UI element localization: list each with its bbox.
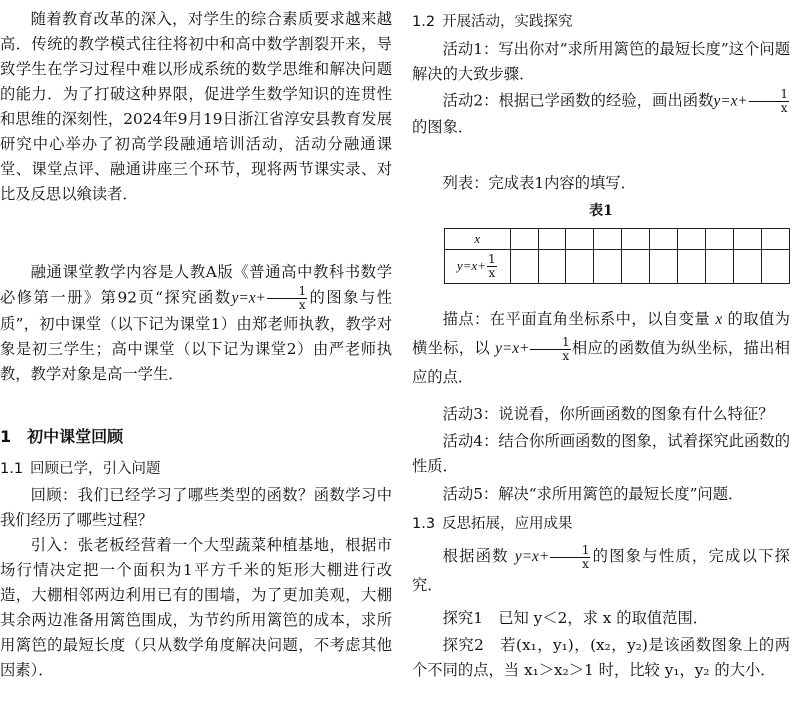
function-lhs: y=x+ xyxy=(713,92,748,110)
course-text-b: 的图象与性质”，初中课堂（以下记为课堂1）由郑老师执教，教学对象是初三学生；高中课堂（以下记为课堂2）由严老师执教，教学对象是高一学生． xyxy=(0,288,392,383)
plot-text-b: 的取值为横坐标，以 xyxy=(412,310,790,357)
intro-paragraph: 随着教育改革的深入，对学生的综合素质要求越来越高．传统的教学模式往往将初中和高中数学割裂开来，导致学生在学习过程中难以形成系统的数学思维和解决问题的能力．为了打破这种界限，促进学生数学知识的连贯性和思维的深刻性，2024年9月19日浙江省淳安县教育发展研究中心举办了初高学段融通培训活动，活动分融通课堂、课堂点评、融通讲座三个环节，现将两节课实录、对比及反思以飨读者． xyxy=(0,10,392,203)
activity-2-text-b: 的图象． xyxy=(412,118,474,136)
table-cell xyxy=(566,250,594,284)
activity-1: 活动1：写出你对“求所用篱笆的最短长度”这个问题解决的大致步骤． xyxy=(412,40,790,83)
fraction-denominator: x xyxy=(298,298,306,312)
fraction xyxy=(749,88,789,115)
table-header-y: y=x+ $\frac{1}{x}$ xyxy=(445,250,511,284)
section-1-heading: 1 初中课堂回顾 xyxy=(0,427,124,446)
table-row xyxy=(445,250,790,284)
activity-4: 活动4：结合你所画函数的图象，试着探究此函数的性质． xyxy=(412,432,790,475)
fraction: $\frac{1}{x}$ xyxy=(488,252,496,280)
table-cell xyxy=(734,229,762,250)
explore-2: 探究2 若(x₁，y₁)，(x₂，y₂)是该函数图象上的两个不同的点，当 x₁＞x₂＞1 时，比较 y₁，y₂ 的大小． xyxy=(412,636,790,679)
table-row xyxy=(445,229,790,250)
activity-5: 活动5：解决“求所用篱笆的最短长度”问题． xyxy=(442,485,744,503)
subsection-title: 回顾已学，引入问题 xyxy=(30,461,161,477)
subsection-number: 1.3 xyxy=(412,516,436,532)
table-caption: 表1 xyxy=(589,203,613,219)
table-cell xyxy=(622,250,650,284)
course-text-a: 融通课堂教学内容是人教A版《普通高中教科书数学必修第一册》第92页“探究函数 xyxy=(0,263,392,307)
subsection-title: 开展活动，实践探究 xyxy=(442,14,573,30)
fraction-denominator: x xyxy=(582,556,589,571)
table-cell xyxy=(734,250,762,284)
fraction xyxy=(267,285,307,312)
table-header-x: x xyxy=(445,229,511,250)
table-cell xyxy=(538,250,566,284)
activity-3: 活动3：说说看，你所画函数的图象有什么特征？ xyxy=(442,405,774,423)
subsection-1-3-heading xyxy=(412,512,573,533)
table-cell xyxy=(762,229,790,250)
table-cell xyxy=(594,250,622,284)
plot-paragraph xyxy=(412,305,790,392)
subsection-number: 1.1 xyxy=(0,461,24,477)
intro-text: 张老板经营着一个大型蔬菜种植基地，根据市场行情决定把一个面积为1平方千米的矩形大棚进行改造，大棚相邻两边利用已有的围墙，为了更加美观，大棚其余两边准备用篱笆围成，为节约所用篱笆的成本，求所用篱笆的最短长度（只从数学角度解决问题，不考虑其他因素）． xyxy=(0,536,392,679)
activity-2 xyxy=(412,88,790,140)
function-lhs: y=x+ xyxy=(495,340,530,357)
variable-x: x xyxy=(715,311,723,328)
scenario-paragraph xyxy=(0,533,392,683)
value-table xyxy=(444,228,790,284)
apply-paragraph xyxy=(412,542,790,600)
apply-text-b: 的图象与性质，完成以下探究． xyxy=(412,547,790,594)
explore-1: 探究1 已知 y＜2，求 x 的取值范围． xyxy=(442,609,709,627)
table-cell xyxy=(650,229,678,250)
fraction xyxy=(550,544,590,571)
table-cell xyxy=(510,229,538,250)
list-instruction: 列表：完成表1内容的填写． xyxy=(442,174,636,192)
fraction-numerator: 1 xyxy=(550,544,590,558)
table-cell xyxy=(706,229,734,250)
function-lhs: y=x+ xyxy=(231,289,266,307)
subsection-number: 1.2 xyxy=(412,14,436,30)
table-cell xyxy=(650,250,678,284)
table-cell xyxy=(622,229,650,250)
table-cell xyxy=(566,229,594,250)
activity-2-text-a: 活动2：根据已学函数的经验，画出函数 xyxy=(442,91,714,110)
table-cell xyxy=(510,250,538,284)
fraction-numerator: 1 xyxy=(267,285,307,299)
course-paragraph xyxy=(0,260,392,387)
function-lhs: y=x+ xyxy=(514,548,550,565)
subsection-title: 反思拓展，应用成果 xyxy=(442,516,573,532)
fraction xyxy=(530,336,570,363)
table-cell xyxy=(594,229,622,250)
table-cell xyxy=(762,250,790,284)
subsection-1-1-heading xyxy=(0,457,161,478)
apply-text-a: 根据函数 xyxy=(442,547,509,565)
intro-label: 引入： xyxy=(30,536,78,554)
fraction-numerator: 1 xyxy=(530,336,570,350)
table-cell xyxy=(706,250,734,284)
plot-text-c: 相应的函数值为纵坐标，描出相应的点． xyxy=(412,339,790,386)
fraction-numerator: 1 xyxy=(749,88,789,102)
table-cell xyxy=(678,250,706,284)
fraction-denominator: x xyxy=(780,101,788,115)
subsection-1-2-heading xyxy=(412,10,573,31)
review-paragraph: 回顾：我们已经学习了哪些类型的函数？函数学习中我们经历了哪些过程？ xyxy=(0,486,392,529)
table-cell xyxy=(538,229,566,250)
plot-text-a: 描点：在平面直角坐标系中，以自变量 xyxy=(442,310,711,328)
fraction-denominator: x xyxy=(562,348,570,363)
table-cell xyxy=(678,229,706,250)
